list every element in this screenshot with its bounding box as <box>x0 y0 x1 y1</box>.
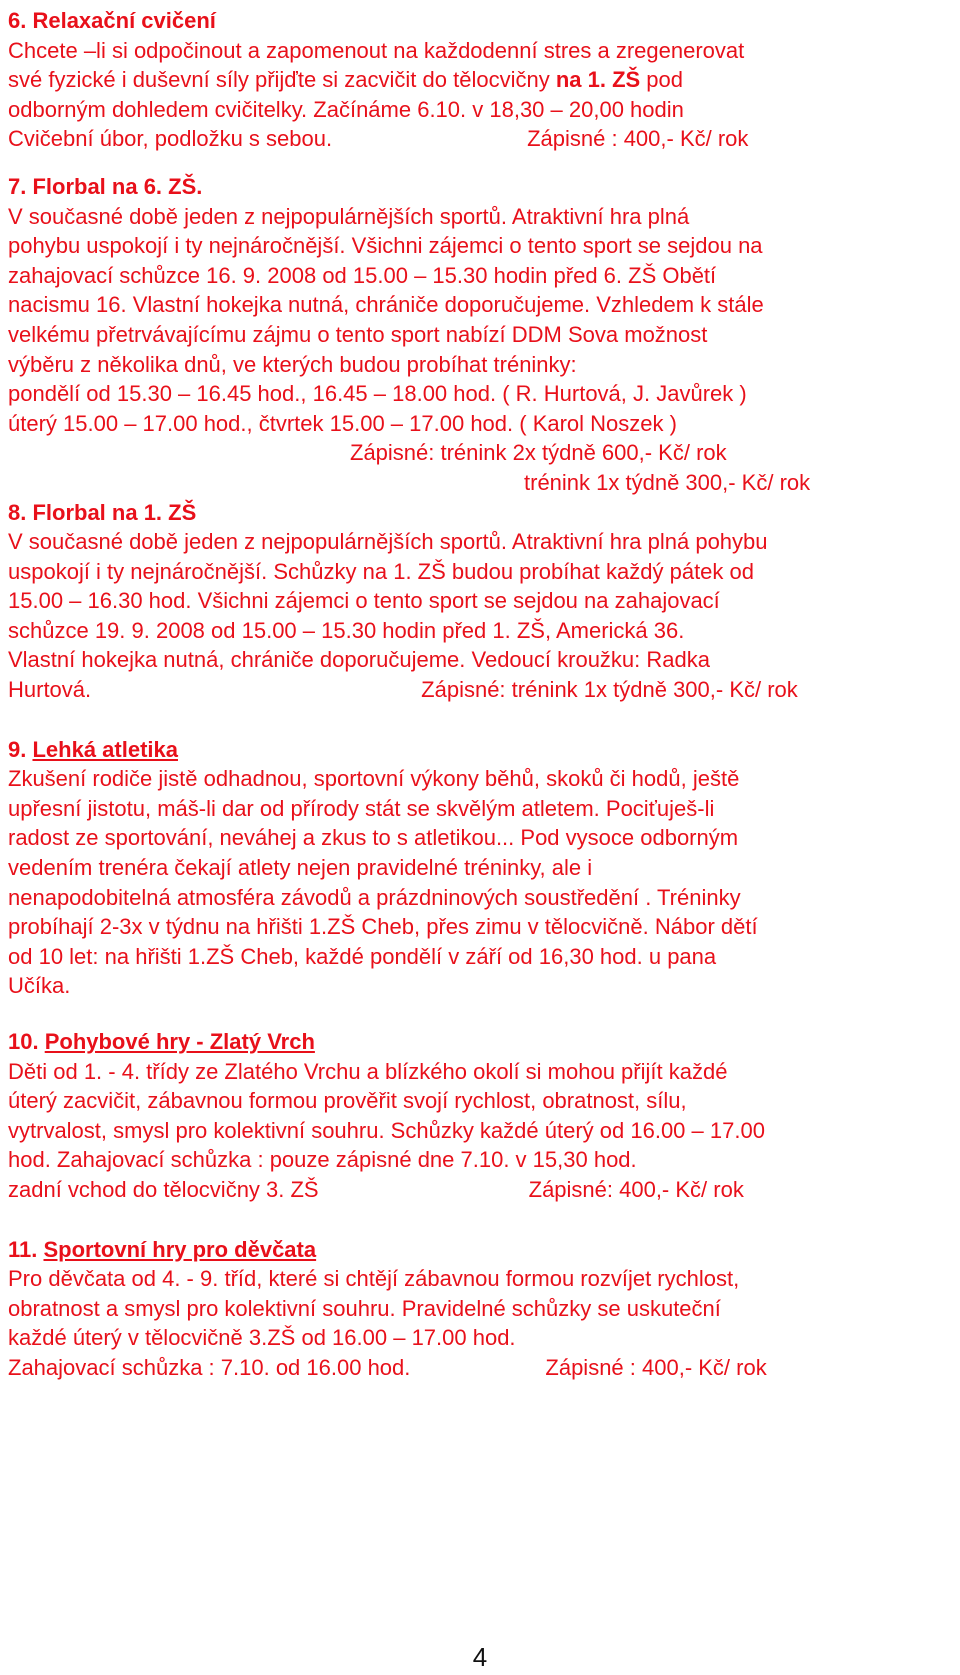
text-line: V současné době jeden z nejpopulárnějších sportů. Atraktivní hra plná pohybu <box>8 529 768 555</box>
text-line: hod. Zahajovací schůzka : pouze zápisné dne 7.10. v 15,30 hod. <box>8 1147 637 1173</box>
section-title <box>8 735 953 765</box>
text-line: nacismu 16. Vlastní hokejka nutná, chrániče doporučujeme. Vzhledem k stále <box>8 292 764 318</box>
fee-line: Zápisné: trénink 2x týdně 600,- Kč/ rok <box>350 440 727 466</box>
text-line: každé úterý v tělocvičně 3.ZŠ od 16.00 – 17.00 hod. <box>8 1325 516 1351</box>
text-line: Chcete –li si odpočinout a zapomenout na každodenní stres a zregenerovat <box>8 37 745 63</box>
text-line: Děti od 1. - 4. třídy ze Zlatého Vrchu a blízkého okolí si mohou přijít každé <box>8 1058 728 1084</box>
text-line: zahajovací schůzce 16. 9. 2008 od 15.00 – 15.30 hodin před 6. ZŠ Obětí <box>8 262 717 288</box>
text-line: obratnost a smysl pro kolektivní souhru. Pravidelné schůzky se uskuteční <box>8 1295 721 1321</box>
text-line <box>8 1175 953 1205</box>
section-9 <box>8 735 953 1001</box>
text-line: úterý zacvičit, zábavnou formou prověřit svojí rychlost, obratnost, sílu, <box>8 1088 687 1114</box>
text-line: radost ze sportování, neváhej a zkus to s atletikou... Pod vysoce odborným <box>8 825 739 851</box>
fee-text: Zápisné: trénink 1x týdně 300,- Kč/ rok <box>421 677 798 703</box>
fee-text: Zápisné: 400,- Kč/ rok <box>528 1176 744 1202</box>
section-8 <box>8 498 953 705</box>
page-number: 4 <box>472 1642 488 1672</box>
text-line: 15.00 – 16.30 hod. Všichni zájemci o tento sport se sejdou na zahajovací <box>8 588 720 614</box>
text-fragment: zadní vchod do tělocvičny 3. ZŠ <box>8 1176 319 1202</box>
text-line: nenapodobitelná atmosféra závodů a prázdninových soustředění . Tréninky <box>8 884 741 910</box>
fee-line: trénink 1x týdně 300,- Kč/ rok <box>524 469 811 495</box>
fee-text: Zápisné : 400,- Kč/ rok <box>545 1354 767 1380</box>
section-11 <box>8 1235 953 1383</box>
text-line: vytrvalost, smysl pro kolektivní souhru. Schůzky každé úterý od 16.00 – 17.00 <box>8 1117 765 1143</box>
text-line: Pro děvčata od 4. - 9. tříd, které si chtějí zábavnou formou rozvíjet rychlost, <box>8 1266 740 1292</box>
text-fragment: své fyzické i duševní síly přijďte si zacvičit do tělocvičny <box>8 67 556 93</box>
text-line: pohybu uspokojí i ty nejnáročnější. Všichni zájemci o tento sport se sejdou na <box>8 233 763 259</box>
section-title <box>8 1027 953 1057</box>
section-number: 10. <box>8 1029 45 1054</box>
text-fragment: Cvičební úbor, podložku s sebou. <box>8 126 333 152</box>
bold-fragment: na 1. ZŠ <box>555 67 641 93</box>
section-number: 11. <box>8 1236 44 1262</box>
text-line: úterý 15.00 – 17.00 hod., čtvrtek 15.00 – 17.00 hod. ( Karol Noszek ) <box>8 410 677 436</box>
section-title: 6. Relaxační cvičení <box>8 8 216 33</box>
text-line <box>8 124 953 154</box>
section-title <box>8 1235 953 1265</box>
section-title: 8. Florbal na 1. ZŠ <box>8 499 197 525</box>
text-line <box>8 65 953 95</box>
text-line <box>8 675 953 705</box>
section-title-text: Pohybové hry - Zlatý Vrch <box>44 1029 315 1054</box>
text-line: upřesní jistotu, máš-li dar od přírody stát se skvělým atletem. Pociťuješ-li <box>8 795 715 821</box>
fee-text: Zápisné : 400,- Kč/ rok <box>527 126 749 152</box>
document-body <box>8 6 953 1383</box>
text-line: Zkušení rodiče jistě odhadnou, sportovní výkony běhů, skoků či hodů, ještě <box>8 766 740 792</box>
section-number: 9. <box>8 736 33 762</box>
section-title-text: Sportovní hry pro děvčata <box>43 1236 317 1262</box>
text-fragment: Zahajovací schůzka : 7.10. od 16.00 hod. <box>8 1354 411 1380</box>
text-line: V současné době jeden z nejpopulárnějších sportů. Atraktivní hra plná <box>8 203 690 229</box>
text-line: pondělí od 15.30 – 16.45 hod., 16.45 – 18.00 hod. ( R. Hurtová, J. Javůrek ) <box>8 381 747 407</box>
section-7 <box>8 172 953 498</box>
text-line: od 10 let: na hřišti 1.ZŠ Cheb, každé pondělí v září od 16,30 hod. u pana <box>8 943 717 969</box>
section-10 <box>8 1027 953 1205</box>
text-line: probíhají 2-3x v týdnu na hřišti 1.ZŠ Cheb, přes zimu v tělocvičně. Nábor dětí <box>8 914 758 940</box>
text-fragment: Hurtová. <box>8 677 92 703</box>
section-title-text: Lehká atletika <box>32 736 178 762</box>
text-line: uspokojí i ty nejnáročnější. Schůzky na 1. ZŠ budou probíhat každý pátek od <box>8 558 755 584</box>
section-6 <box>8 6 953 154</box>
text-line: vedením trenéra čekají atlety nejen pravidelné tréninky, ale i <box>8 855 593 881</box>
text-line: Učíka. <box>8 973 71 999</box>
text-fragment: pod <box>640 67 684 93</box>
text-line: velkému přetrvávajícímu zájmu o tento sport nabízí DDM Sova možnost <box>8 321 708 347</box>
text-line: odborným dohledem cvičitelky. Začínáme 6.10. v 18,30 – 20,00 hodin <box>8 96 684 122</box>
text-line: schůzce 19. 9. 2008 od 15.00 – 15.30 hodin před 1. ZŠ, Americká 36. <box>8 617 685 643</box>
text-line: výběru z několika dnů, ve kterých budou probíhat tréninky: <box>8 351 577 377</box>
text-line <box>8 1353 953 1383</box>
section-title: 7. Florbal na 6. ZŠ. <box>8 173 203 199</box>
text-line: Vlastní hokejka nutná, chrániče doporučujeme. Vedoucí kroužku: Radka <box>8 647 710 673</box>
